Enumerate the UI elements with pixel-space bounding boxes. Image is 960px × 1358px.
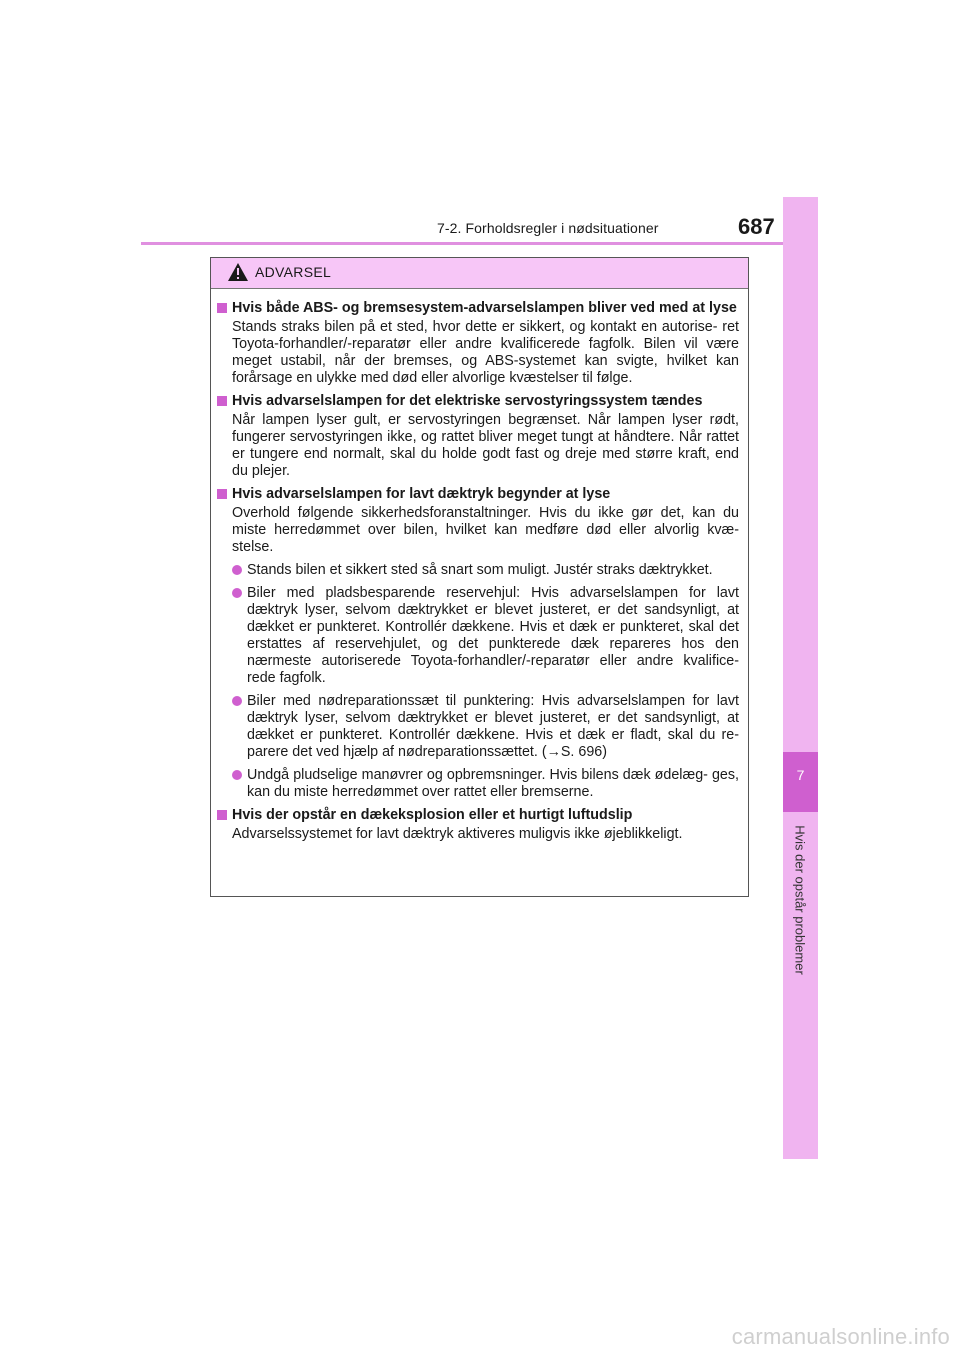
section-paragraph: Når lampen lyser gult, er servostyringen begrænset. Når lampen lyser rødt, fungerer servostyringen ikke, og rattet bliver meget tungt at håndtere. Når rattet er tungere end normalt, skal du holde godt fast og dreje med større kraft, end du plejer. bbox=[232, 412, 739, 479]
bullet-text: Biler med nødreparationssæt til punktering: Hvis advarselslampen for lavt dæktryk lyser, selvom dæktrykket er blevet justeret, er det sandsynligt, at dækket er punkteret. Kontrollér dækkene. Hvis et dæk er fladt, skal du re- parere det ved hjælp af nødreparationssættet. (→S. 696) bbox=[247, 693, 739, 760]
square-bullet-icon bbox=[217, 810, 227, 820]
round-bullet-icon bbox=[232, 565, 242, 575]
section-heading bbox=[217, 807, 739, 824]
section-heading-text: Hvis både ABS- og bremsesystem-advarselslampen bliver ved med at lyse bbox=[232, 300, 737, 316]
bullet-text: Stands bilen et sikkert sted så snart som muligt. Justér straks dæktrykket. bbox=[247, 562, 713, 578]
warning-title: ADVARSEL bbox=[255, 264, 332, 280]
square-bullet-icon bbox=[217, 489, 227, 499]
round-bullet-icon bbox=[232, 696, 242, 706]
square-bullet-icon bbox=[217, 396, 227, 406]
chapter-title: Hvis der opstår problemer bbox=[792, 825, 808, 975]
section-heading bbox=[217, 486, 739, 503]
bullet-item bbox=[232, 693, 739, 761]
section-paragraph: Stands straks bilen på et sted, hvor dette er sikkert, og kontakt en autorise- ret Toyota-forhandler/-reparatør eller andre kvalificerede fagfolk. Bilen vil være meget ustabil, når der bremses, og ABS-systemet kan svigte, hvilket kan forårsage en ulykke med død eller alvorlige kvæstelser til følge. bbox=[232, 319, 739, 386]
watermark: carmanualsonline.info bbox=[731, 1324, 950, 1349]
bullet-item bbox=[232, 767, 739, 801]
bullet-item bbox=[232, 585, 739, 687]
section-heading-text: Hvis advarselslampen for det elektriske servostyringssystem tændes bbox=[232, 393, 703, 409]
square-bullet-icon bbox=[217, 303, 227, 313]
bullet-text: Undgå pludselige manøvrer og opbremsninger. Hvis bilens dæk ødelæg- ges, kan du miste herredømmet over rattet eller bremserne. bbox=[247, 767, 739, 800]
page-number: 687 bbox=[738, 214, 775, 239]
bullet-text: Biler med pladsbesparende reservehjul: Hvis advarselslampen for lavt dæktryk lyser, selvom dæktrykket er blevet justeret, er det sandsynligt, at dækket er punkteret. Kontrollér dækkene. Hvis et dæk er punkteret, skal det erstattes af reservehjulet, og det punkterede dæk repareres hos den nærmeste autoriserede Toyota-forhandler/-reparatør eller andre kvalifice- rede fagfolk. bbox=[247, 585, 739, 686]
chapter-number: 7 bbox=[783, 752, 818, 812]
header-divider bbox=[141, 242, 818, 245]
warning-body bbox=[211, 289, 748, 843]
warning-box bbox=[210, 257, 749, 897]
section-paragraph: Advarselssystemet for lavt dæktryk aktiveres muligvis ikke øjeblikkeligt. bbox=[232, 826, 683, 842]
round-bullet-icon bbox=[232, 588, 242, 598]
section-heading-text: Hvis advarselslampen for lavt dæktryk begynder at lyse bbox=[232, 486, 611, 502]
warning-triangle-icon bbox=[227, 262, 249, 282]
section-heading bbox=[217, 393, 739, 410]
warning-header bbox=[211, 258, 748, 289]
section-paragraph: Overhold følgende sikkerhedsforanstaltninger. Hvis du ikke gør det, kan du miste herredømmet over bilen, hvilket kan medføre død eller alvorlig kvæ- stelse. bbox=[232, 505, 739, 555]
section-heading bbox=[217, 300, 739, 317]
chapter-side-tab bbox=[783, 197, 818, 1159]
bullet-item bbox=[232, 562, 739, 579]
section-title: 7-2. Forholdsregler i nødsituationer bbox=[437, 220, 659, 236]
round-bullet-icon bbox=[232, 770, 242, 780]
section-heading-text: Hvis der opstår en dækeksplosion eller et hurtigt luftudslip bbox=[232, 807, 633, 823]
